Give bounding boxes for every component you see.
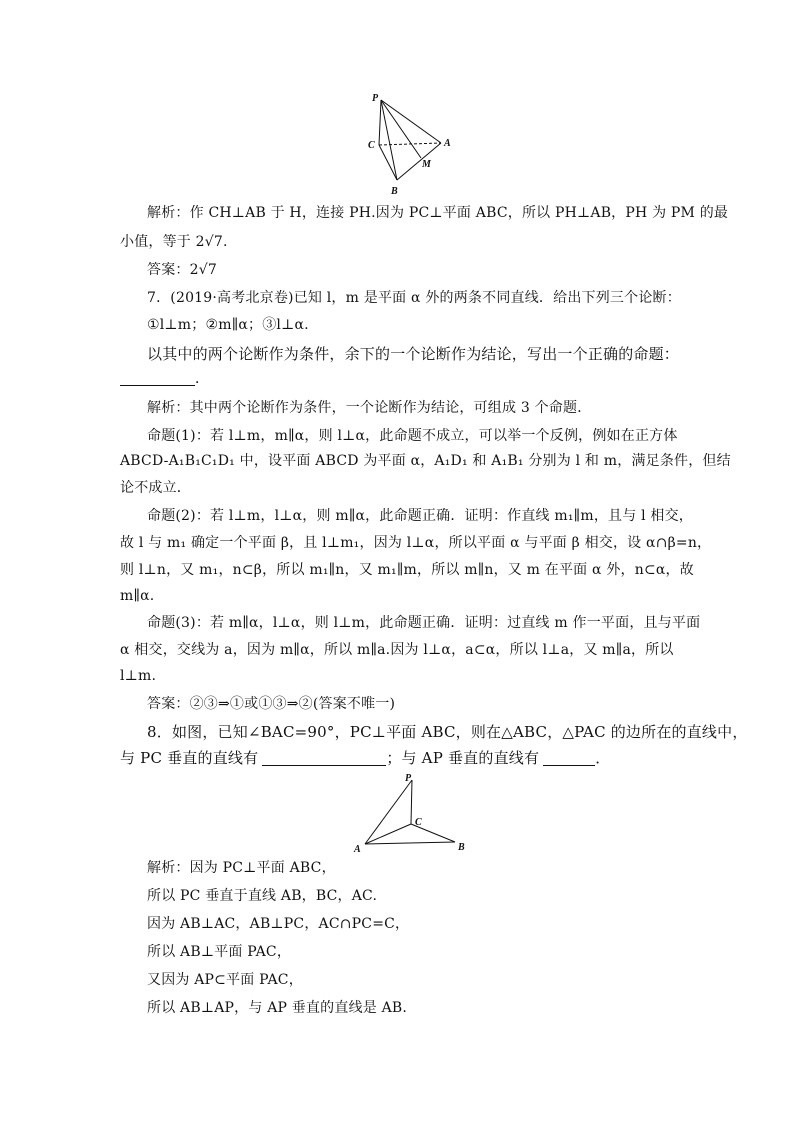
- q7-p1-line1: 命题(1)：若 l⊥m，m∥α，则 l⊥α，此命题不成立，可以举一个反例，例如在正方体: [147, 428, 678, 444]
- edge-CB: [379, 145, 397, 180]
- edge-PC: [379, 100, 381, 145]
- q8-analysis-line4: 所以 AB⊥平面 PAC，: [147, 944, 292, 960]
- label-P: P: [372, 93, 379, 104]
- q8-analysis-line5: 又因为 AP⊂平面 PAC，: [147, 972, 303, 988]
- q7-stem-line2: ①l⊥m；②m∥α；③l⊥α.: [147, 317, 309, 333]
- q8-analysis-line6: 所以 AB⊥AP，与 AP 垂直的直线是 AB.: [147, 1000, 408, 1016]
- label-C: C: [368, 140, 375, 151]
- q8-stem-line2: [120, 748, 610, 768]
- q8-stem-part-b: ；与 AP 垂直的直线有: [386, 749, 540, 767]
- q7-p1-line2: ABCD-A₁B₁C₁D₁ 中，设平面 ABCD 为平面 α，A₁D₁ 和 A₁B₁ 分别为 l 和 m，满足条件，但结: [120, 453, 731, 469]
- label-M: M: [422, 159, 431, 170]
- q7-p2-line3: 则 l⊥n，又 m₁，n⊂β，所以 m₁∥n，又 m₁∥m，所以 m∥n，又 m 在平面 α 外，n⊂α，故: [120, 562, 694, 578]
- q7-p3-line3: l⊥m.: [120, 668, 157, 684]
- q7-stem-line1: 7．(2019·高考北京卷)已知 l，m 是平面 α 外的两条不同直线．给出下列三个论断：: [147, 290, 681, 306]
- q7-answer-blank[interactable]: [120, 371, 195, 386]
- q8-analysis-line2: 所以 PC 垂直于直线 AB，BC，AC.: [147, 888, 378, 904]
- q7-stem-line4: [120, 369, 209, 389]
- triangle-pyramid-figure: [345, 772, 475, 856]
- q7-stem-line3: 以其中的两个论断作为条件，余下的一个论断作为结论，写出一个正确的命题：: [147, 345, 680, 363]
- q8-blank-pc[interactable]: [262, 751, 386, 766]
- q7-p3-line1: 命题(3)：若 m∥α，l⊥α，则 l⊥m，此命题正确．证明：过直线 m 作一平面，且与平面: [147, 615, 701, 631]
- q6-answer: 答案：2√7: [147, 262, 217, 278]
- label-C: C: [415, 817, 422, 828]
- q8-analysis-line3: 因为 AB⊥AC，AB⊥PC，AC∩PC=C，: [147, 916, 410, 932]
- edge-AB: [365, 842, 455, 844]
- q7-p3-line2: α 相交，交线为 a，因为 m∥α，所以 m∥a.因为 l⊥α，a⊂α，所以 l⊥a，又 m∥a，所以: [120, 642, 674, 658]
- tetrahedron-figure: [355, 88, 465, 200]
- q7-p2-line4: m∥α.: [120, 588, 155, 604]
- edge-CA-hidden: [379, 143, 441, 145]
- edge-PC: [411, 780, 412, 824]
- label-B: B: [391, 186, 398, 197]
- label-P: P: [405, 773, 412, 784]
- q8-stem-part-a: 与 PC 垂直的直线有: [120, 749, 259, 767]
- q8-analysis-line1: 解析：因为 PC⊥平面 ABC，: [147, 860, 336, 876]
- q7-stem-end: ．: [195, 371, 210, 387]
- label-B: B: [458, 842, 465, 853]
- q7-p2-line1: 命题(2)：若 l⊥m，l⊥α，则 m∥α，此命题正确．证明：作直线 m₁∥m，且与 l 相交，: [147, 508, 694, 524]
- edge-PA: [365, 780, 412, 844]
- q7-answer: 答案：②③⇒①或①③⇒②(答案不唯一): [147, 696, 396, 712]
- label-A: A: [444, 138, 451, 149]
- q6-analysis-line1: 解析：作 CH⊥AB 于 H，连接 PH.因为 PC⊥平面 ABC，所以 PH⊥AB，PH 为 PM 的最: [147, 205, 729, 221]
- edge-AB: [397, 143, 441, 180]
- q8-stem-part-c: ．: [595, 749, 611, 767]
- q7-p1-line3: 论不成立．: [120, 480, 191, 496]
- q7-analysis-intro: 解析：其中两个论断作为条件，一个论断作为结论，可组成 3 个命题．: [147, 400, 592, 416]
- q8-blank-ap[interactable]: [543, 751, 595, 766]
- q8-stem-line1: 8．如图，已知∠BAC=90°，PC⊥平面 ABC，则在△ABC，△PAC 的边所在的直线中，: [147, 723, 748, 741]
- edge-PA: [381, 100, 441, 143]
- label-A: A: [354, 844, 361, 855]
- q6-analysis-line2: 小值，等于 2√7.: [120, 234, 228, 250]
- q7-p2-line2: 故 l 与 m₁ 确定一个平面 β，且 l⊥m₁，因为 l⊥α，所以平面 α 与平面 β 相交，设 α∩β=n，: [120, 535, 712, 551]
